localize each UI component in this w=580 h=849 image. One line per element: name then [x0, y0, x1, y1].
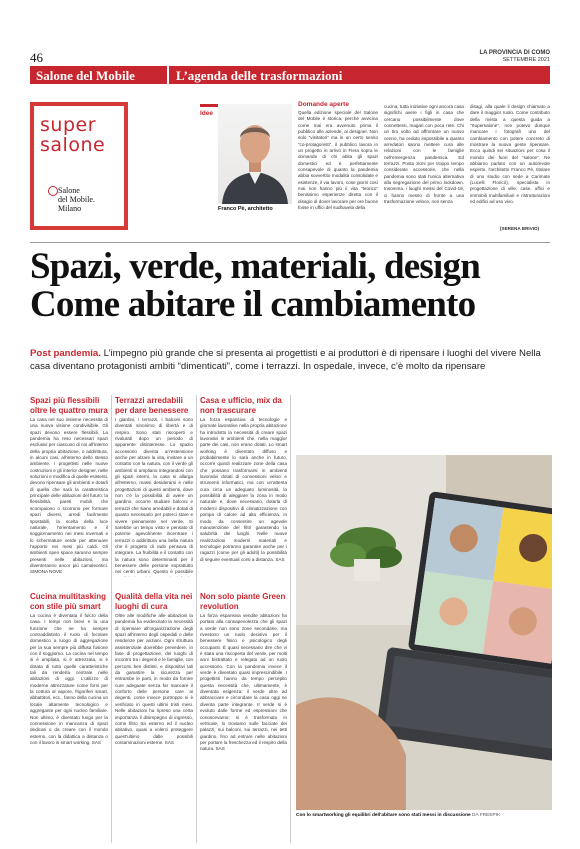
article-body: La casa nel suo insieme necessita di una nuova visione condivisibile. Gli spazi devono essere flessibili. La pandemia ha reso necessari spazi esclusivi per ciascuno di noi all'interno della propria abitazione, o addirittura, in alcuni casi, all'interno dello stesso ambiente. I progettisti nelle nuove costruzioni e gli interior designer, nelle soluzioni e modifica di quelle esistenti, devono ripensare gli ambienti e dotarli di quella che sarà la caratteristica principale delle abitazioni del futuro: la flessibilità, pareti mobili che scompaiono o scorrono per formare spazi diversi, arredi facilmente spostabili, la scelta della luce naturale, l'orientamento e il soggiornamento nei mesi invernali e lo schermature verde per attenuare l'apporto nei mesi più caldi. Gli ambienti open space saranno sempre presenti nelle abitazioni, ma diventeranno ancor più camaleontici. SIMONA NOVE	[30, 417, 108, 575]
column-divider	[111, 395, 112, 843]
photo-credit: DA FREEPIK	[472, 813, 501, 818]
photo-caption	[296, 813, 552, 818]
article-title: Terrazzi arredabili per dare benessere	[115, 396, 189, 415]
headline-line-1: Spazi, verde, materiali, design	[30, 246, 480, 287]
photo-caption-text: Con lo smartworking gli equilibri dell'abitare sono stati messi in discussione	[296, 813, 471, 818]
sidebar-column-2: cucina, tutta iniziative ogni ancora casa significhi avere i figli in casa che cercano possibilmente dove connettersi, magari con poca rete. Chi un tiro volto ad affrontare un nuovo cenno, ha ceduto impossibile a quanto arredatori sanno mettere cura alle relazioni con le famiglie nell'emergenza pandemica. Ed terrazzi. Posta zioni per troppo tempo considerate accessorie, che nella pandemia sono stati l'unica alternativa alla segregazione del primo lockdown. Insomma, i luoghi messi del Covid-19, ci hanno messo di fronte a una trasformazione veloce, non senza	[384, 104, 464, 205]
sidebar-signature: (SERENA BRIVIO)	[500, 226, 540, 231]
article-body: I giardini, i terrazzi, i balconi sono diventati sinonimo di libertà e di respiro. Sono stati riscoperti e rivalutati dopo un periodo di apparente disinteresse. Lo spazio accessorio diventa un'estensione anche per alzare la vita, invitare a un contatto con la natura, con il verde gli ambienti si ampliano integrandosi con gli spazi interni, la casa si allarga all'esterno, massi desiderarsi e nelle progettazioni di questi ambienti, dove non c'è la possibilità di avere un giardino, occorre studiare balconi e terrazzi che siano arredabili e dotati di quanto necessario per poterci stare e vivere pienamente nel verde. Si sarebbe un tempo visto e pensato di poterne agevolmente incentrare i terrazzi o addirittura una bella natura che il progetto di rado pensava di integrare. La fruibilità e il contatto con la natura sono determinanti per il benessere delle persone soprattutto nei centri urbani. Questo è possibile	[115, 417, 193, 575]
headline	[30, 248, 550, 324]
section-bar	[30, 66, 550, 84]
section-title: L’agenda delle trasformazioni	[176, 68, 343, 83]
idee-marker	[200, 104, 218, 107]
portrait-photo	[218, 104, 292, 204]
sidebar-column-3: disagi, alla quale il design chiamato a dare il maggior ruolo. Come contributo della rivista a questa guida a “Supersalone”, non potevo dunque mancare i fotografi uno del cambiamento con potere concreto di mostrare la nuova gente ripensare. Ecco quindi sei situazioni per cosa il mondo dei fuori del “salone”. Ne abbiamo parlato con un autorevole esperto, l'architetto Franco Pè, titolare di uno studio con sede a Carimate (Lucelli Floricò), specialista in progettazione di ville, case, uffici e immobili multifamiliari e ristrutturazioni ed edifici ad uso vivo.	[470, 104, 550, 205]
standfirst-text: L’impegno più grande che si presenta ai progettisti e ai produttori è di ripensare i luoghi del vivere Nella casa diventano protagonisti ambiti “dimenticati”, come i terrazzi. In ospedale, invece, c’è molto da ripensare	[30, 348, 541, 372]
masthead	[479, 50, 550, 64]
brand-line-1: Salone	[58, 186, 80, 195]
brand-line-2: del Mobile.	[58, 195, 95, 204]
logo-word-salone: salone	[40, 134, 106, 156]
brand-line-3: Milano	[58, 204, 82, 213]
main-photo	[296, 455, 552, 810]
article-title: Qualità della vita nei luoghi di cura	[115, 592, 193, 611]
publication-name: LA PROVINCIA DI COMO	[479, 50, 550, 56]
issue-date: SETTEMBRE 2021	[502, 57, 550, 63]
portrait-caption: Franco Pè, architetto	[218, 206, 273, 212]
article-body: La forza espansiva di tecnologie e giornate lavorative nella propria abitazione ha introdotto la necessità di creare spazi lavorativi in ambienti che, nella maggior parte dei casi, non erano dotati. Lo smart working è diventato diffuso e probabilmente lo sarà anche in futuro, occorre quindi realizzare zone della casa che possano trasformarsi in ambienti lavorativi dotati di connessioni veloci e strumenti informatici, ma con un'attenta cura circa un adeguato luminosità, la possibilità di aleggiare la zona in modo naturale e, dove necessario, dotarla di moderni dispositivi di climatizzazione con pompa di calore ad alta efficienza, in modo da consentire un agevole manutenzione del filtri garantendo la salubrità dei luoghi. Nelle nuove realizzazioni moderni materiali e tecnologie potranno garantire anche per i ragazzi (come per gli adulti) la possibilità di seguire eventuali corsi a distanza. SAS	[200, 417, 287, 562]
section-name: Salone del Mobile	[36, 68, 135, 83]
salone-brand	[58, 186, 95, 213]
article-title: Casa e ufficio, mix da non trascurare	[200, 396, 282, 415]
column-divider	[196, 395, 197, 843]
standfirst	[30, 348, 550, 373]
article-title: Cucina multitasking con stile più smart	[30, 592, 107, 611]
article-body: La forza espansiva vendite abitazioni ha portato alla consapevolezza che gli spazi a verde non sono zone secondarie, ma rivestono un ruolo decisivo per il benessere fisico e psicologico degli occupanti. È quasi necessario dire che vi è stata una riscoperta del verde, per molti anni bistrattato e relegato ad un ruolo accessorio. Con la pandemia invece il verde è diventato quasi imprescindibile. I progettisti hanno da tempo percepito questa necessità che, ultimamente, è diventata esigenza: il verde oltre ad abbracciare e circondare la casa oggi ne diventa parte integrante. Il verde si è evoluto dalle forme ed espressioni che conoscevamo; si è trasformato in verticale, lo troviamo sulle facciate dei palazzi, sui balconi, sui terrazzi, nei tetti giardino, fino ad entrare nelle abitazioni per portare la freschezza ed il respiro della natura. SAS	[200, 613, 287, 752]
sidebar-column-1: Quella edizione speciale del Salone del Mobile è storica, perché avvicina come mai era avvenuto prima il pubblico alle aziende, ai designer. Non solo “visitatori” ma in un certo senso “co-protagonisti”, il pubblico lavora in un progetto in arrivo in Fiera sopra le domande di chi abita gli spazi domestici ed è perfettamente consapevole di quanto la pandemia abbia sovvertito modalità consolidate e esistenze, il via lavoro, cose giorni così mai non hanno più il vita “teorico” benissimo esperienze diretta con il disagio di dover lavorare per ore buone fosse in uffici del sudhavela della	[298, 110, 378, 211]
section-divider	[167, 66, 169, 84]
idee-label: Idee	[200, 110, 214, 117]
article-title: Non solo piante Green revolution	[200, 592, 286, 611]
headline-line-2: Come abitare il cambiamento	[30, 284, 476, 325]
article-title: Spazi più flessibili oltre le quattro mura	[30, 396, 108, 415]
column-divider	[290, 395, 291, 843]
salone-mark-icon	[48, 186, 58, 196]
article-body: La cucina è diventata il fulcro della casa. I tempi non brevi e la una funzione che ne ha sempre contraddistinto il ruolo di focolare domestico a luogo di aggregazione per la sua sempre più diffusa fusione con il soggiorno. La cucina nel tempo si è ampliata, si è attrezzata, si è dotata di tutto quelle caratteristiche tali da renderla centrale nelle abitazioni di oggi. L'utilizzo di moderne attrezzature come forni per la cottura al vapore, frigoriferi smart, abbattitori, ecc., fanno della cucina un locale altamente tecnologico e aggregante per ogni nucleo familiare. Non ultimo, è diventato luogo per la connessione in mancanza di spazi dedicati o da creare con il mondo esterno, con la didattica a distanza o con il lavoro in smart working. SAS	[30, 613, 108, 745]
logo-word-super: super	[40, 114, 97, 136]
standfirst-lead: Post pandemia.	[30, 348, 101, 359]
page-number: 46	[30, 50, 43, 65]
sidebar-heading: Domande aperte	[298, 101, 349, 108]
supersalone-logo	[30, 102, 128, 230]
header-rule	[30, 242, 550, 243]
article-body: Oltre alle modifiche alle abitazioni la pandemia ha evidenziato la necessità di ripensare all'organizzazione degli spazi all'interno degli ospedali o delle residenze per anziani. Ogni struttura assistenziale dovrebbe prevedere, in fase di progettazione, dei luoghi di incontro tra i degenti e le famiglie, con percorsi ben distinti, e dispositivi tali da garantire la sicurezza per entrambe le parti, in modo da fornire cure adeguate senza far mancare il conforto delle persone care ai degenti, come invece purtroppo si è verificato in questi ultimi tristi mesi. Nelle abitazioni ha ripreso una certa importanza il disimpegno di ingresso, come filtro tra esterno ed il nucleo abitativo, quasi a volerci proteggere quest'ultimo dalle possibili contaminazioni esterne. SAS	[115, 613, 193, 745]
